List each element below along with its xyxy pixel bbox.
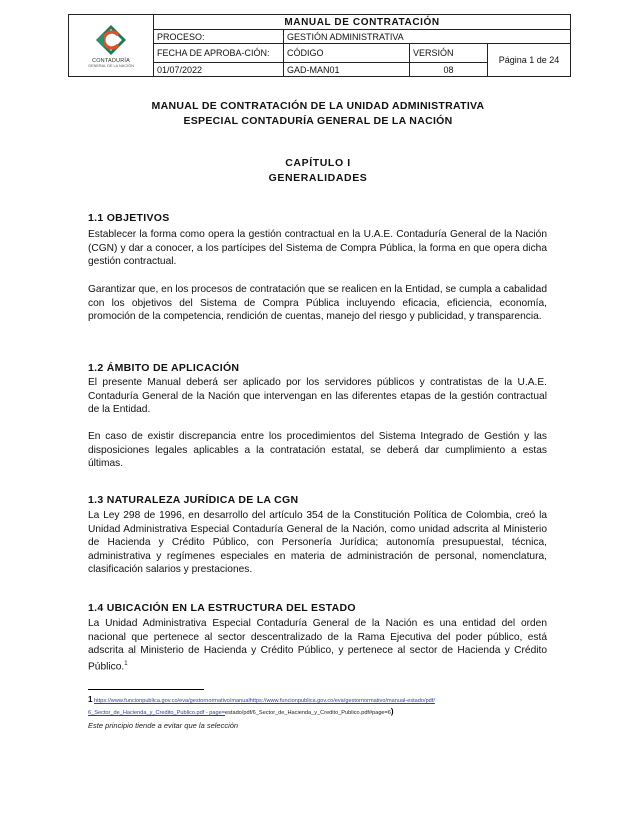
paragraph: La Ley 298 de 1996, en desarrollo del artículo 354 de la Constitución Política de Colombia, creó la Unidad Administrativa Especial Contaduría General de la Nación, como unidad adscrita al Ministerio de Hacienda y Crédito Público, con Personería Jurídica; autonomía presupuestal, técnica, administrativa y regímenes especiales en materia de administración de personal, nomenclatura, clasificación salarios y prestaciones. [88, 510, 547, 576]
page-number: Página 1 de 24 [488, 44, 571, 77]
approval-label: FECHA DE APROBA-CIÓN: [154, 44, 284, 63]
document-title [88, 99, 548, 129]
paragraph: En caso de existir discrepancia entre los procedimientos del Sistema Integrado de Gestión y las disposiciones legales aplicables a la contratación estatal, se deberá dar cumplimiento a estas últimas. [88, 431, 547, 470]
logo-subtitle: GENERAL DE LA NACIÓN [88, 64, 134, 68]
paragraph: Garantizar que, en los procesos de contratación que se realicen en la Entidad, se cumpla a cabalidad con los objetivos del Sistema de Compra Pública incluyendo eficacia, eficiencia, economía, promoción de la competencia, rendición de cuentas, manejo del riesgo y publicidad, y transparencia. [88, 284, 547, 323]
chapter-number: CAPÍTULO I [285, 157, 351, 169]
logo-cell [69, 15, 154, 77]
version-value: 08 [410, 63, 488, 77]
footnote-close: ) [390, 707, 394, 716]
logo-name: CONTADURÍA [92, 58, 130, 64]
code-label: CÓDIGO [284, 44, 410, 63]
process-value: GESTIÓN ADMINISTRATIVA [284, 30, 571, 44]
section-title-ubicacion: 1.4 UBICACIÓN EN LA ESTRUCTURA DEL ESTADO [88, 602, 356, 614]
paragraph-text: La Unidad Administrativa Especial Contaduría General de la Nación es una entidad del orden nacional que pertenece al sector descentralizado de la Rama Ejecutiva del poder público, está adscrita al Ministerio de Hacienda y Crédito Público, y pertenece al sector de Hacienda y Crédito Público. [88, 618, 547, 673]
footnote-link-continued[interactable]: 6_Sector_de_Hacienda_y_Credito_Publico.pdf - page= [88, 710, 225, 716]
version-label: VERSIÓN [410, 44, 488, 63]
chapter-heading [88, 156, 548, 186]
footnote-italic-note: Este principio tiende a evitar que la selección [88, 721, 239, 730]
document-title-line1: MANUAL DE CONTRATACIÓN DE LA UNIDAD ADMINISTRATIVA [151, 100, 485, 112]
process-label: PROCESO: [154, 30, 284, 44]
footnote-text: estado/pdf/6_Sector_de_Hacienda_y_Credito_Publico.pdf#page=6 [225, 710, 391, 716]
paragraph: Establecer la forma como opera la gestión contractual en la U.A.E. Contaduría General de la Nación (CGN) y dar a conocer, a los partícipes del Sistema de Compra Pública, la forma en que opera dicha gestión contractual. [88, 229, 547, 268]
footnote-link[interactable]: https://www.funcionpublica.gov.co/eva/gestornormativo/manualhttps://www.funcionpublica.gov.co/eva/gestornormativo/manual-estado/pdf/ [94, 698, 435, 704]
section-title-objetivos: 1.1 OBJETIVOS [88, 212, 170, 224]
section-title-naturaleza: 1.3 NATURALEZA JURÍDICA DE LA CGN [88, 494, 299, 506]
chapter-title: GENERALIDADES [268, 172, 368, 184]
paragraph: El presente Manual deberá ser aplicado por los servidores públicos y contratistas de la U.A.E. Contaduría General de la Nación que intervengan en las diferentes etapas de la gestión contractual de la Entidad. [88, 377, 547, 416]
footnote-line2 [88, 706, 558, 719]
code-value: GAD-MAN01 [284, 63, 410, 77]
footnote-divider [88, 689, 204, 690]
document-title-line2: ESPECIAL CONTADURÍA GENERAL DE LA NACIÓN [183, 115, 453, 127]
section-title-ambito: 1.2 ÁMBITO DE APLICACIÓN [88, 362, 240, 374]
approval-date: 01/07/2022 [154, 63, 284, 77]
document-header-table [68, 14, 571, 77]
footnote-number: 1 [88, 695, 93, 704]
paragraph [88, 617, 547, 674]
manual-title: MANUAL DE CONTRATACIÓN [154, 15, 571, 30]
footnote-ref[interactable]: 1 [124, 660, 128, 667]
contaduria-logo-icon [94, 23, 128, 57]
